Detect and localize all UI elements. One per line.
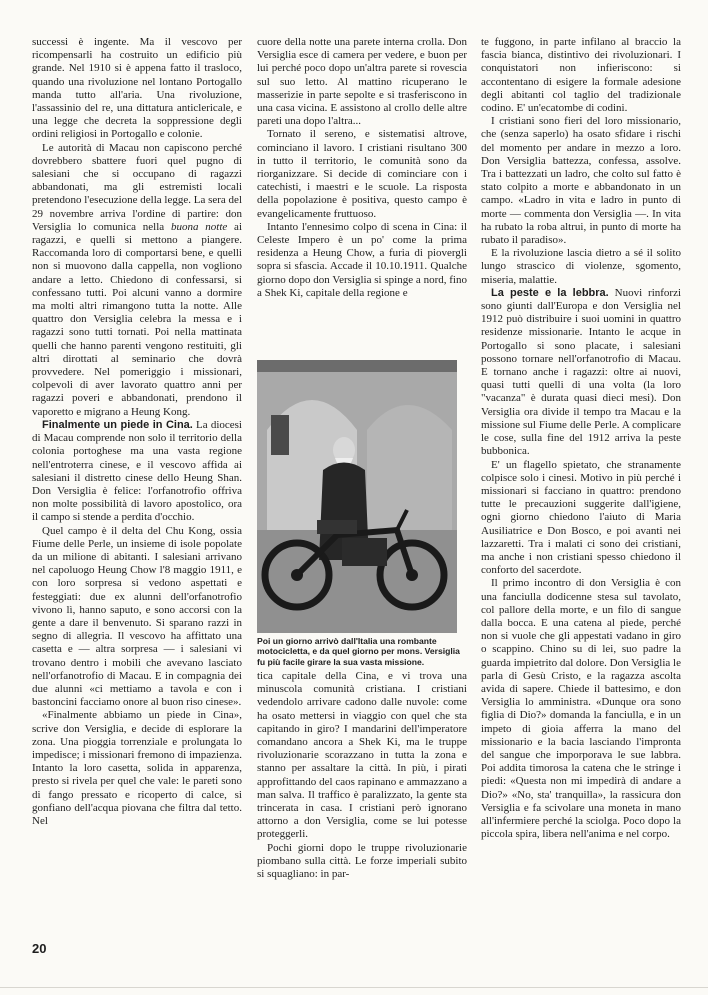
paragraph: cuore della notte una parete interna crolla. Don Versiglia esce di camera per vedere, e buon per lui perché poco dopo un'altra parete si rovescia sul suo letto. Al mattino ricuperano le masserizie in parte sepolte e si trasferiscono in una casa vicina. E assistono al crollo delle altre pareti una dopo l'altra... xyxy=(257,36,467,128)
paragraph: E' un flagello spietato, che stranamente colpisce solo i cinesi. Motivo in più perché i missionari si facciano in quattro: prendono tutte le precauzioni suggerite dall'igiene, ogni giorno chiedono l'aiuto di Maria Ausiliatrice e Don Bosco, e poi avanti nei lazzaretti. Tra i malati ci sono dei cristiani, ma anche i non cristiani spesso chiedono il conforto del sacerdote. xyxy=(481,458,681,577)
paragraph: «Finalmente abbiamo un piede in Cina», scrive don Versiglia, e decide di esplorare la zona. Una pioggia torrenziale e prolungata lo impedisce; i missionari fremono di impazienza. Intanto la loro casetta, solida in apparenza, presto si rivela per quel che vale: le pareti sono di fango pressato e ricoperto di calce, si gonfiano dell'acqua piovana che filtra dal tetto. Nel xyxy=(32,709,242,827)
article-column-1 xyxy=(32,36,242,828)
paragraph: E la rivoluzione lascia dietro a sé il solito lungo strascico di violenze, sgomento, miseria, malattie. xyxy=(481,247,681,286)
article-column-2-top xyxy=(257,36,467,300)
paragraph: Il primo incontro di don Versiglia è con una fanciulla dodicenne stesa sul tavolato, col pallore della morte, e un filo di sangue dalla bocca. E una catena al piede, perché non si vuole che gli appestati vadano in giro o scappino. Chino su di lei, suo padre la guarda impietrito dal dolore. Don Versiglia le parla di Gesù Cristo, e la ragazza ascolta avida di sapere. Chiede il battesimo, e don Versiglia lo amministra. «Dunque ora sono figlia di Dio?» domanda la fanciulla, e in un impeto di gioia afferra la mano del missionario e la bacia lasciando l'impronta del sangue che imporporava le sue labbra. Poi addita timorosa la catena che le stringe i piedi: «Questa non mi impedirà di andare a Dio?» «No, sta' tranquilla», la rassicura don Versiglia e fa scivolare una moneta in mano all'infermiere perché la sciolga. Poco dopo la piccola spira, libera nell'anima e nel corpo. xyxy=(481,577,681,841)
article-column-2-bottom xyxy=(257,670,467,881)
article-column-3 xyxy=(481,36,681,841)
paragraph: Finalmente un piede in Cina. La diocesi di Macau comprende non solo il territorio della colonia portoghese ma una vasta regione nell'entroterra cinese, e il vescovo affida ai salesiani il distretto cinese dello Heung Shan. Don Versiglia è felice: l'orfanotrofio offriva non molte possibilità di lavoro apostolico, ora il campo si stende a perdita d'occhio. xyxy=(32,418,242,524)
paragraph: tica capitale della Cina, e vi trova una minuscola comunità cristiana. I cristiani vedendolo arrivare cadono dalle nuvole: come ha osato mettersi in viaggio con quel che sta capitando in giro? I mandarini dell'imperatore comandano ancora a Shek Ki, ma le truppe rivoluzionarie scorazzano in tutta la zona e stanno per assaltare la città. In più, i pirati approfittando del caos rapinano e ammazzano a man salva. Il traffico è paralizzato, la gente sta trincerata in casa. I cristiani però ignorano attorno a don Versiglia, come se lui potesse proteggerli. xyxy=(257,670,467,841)
section-heading: La peste e la lebbra. xyxy=(491,286,609,299)
paragraph: I cristiani sono fieri del loro missionario, che (senza saperlo) ha osato sfidare i rischi del momento per andare in mezzo a loro. Don Versiglia battezza, confessa, assolve. Tra i battezzati un ladro, che colto sul fatto è stato colpito a morte e abbandonato in un campo. «Ladro in vita e ladro in punto di morte — commenta don Versiglia —. In vita ha rubato la roba altrui, in punto di morte ha rubato il paradiso». xyxy=(481,115,681,247)
page-number: 20 xyxy=(32,941,47,956)
photo-missionary-motorcycle xyxy=(257,360,457,633)
section-heading: Finalmente un piede in Cina. xyxy=(42,418,193,431)
paragraph: te fuggono, in parte infilano al braccio la fascia bianca, distintivo dei rivoluzionari. I conquistatori non infieriscono: si accontentano di esigere la formale adesione degli abitanti col taglio del tradizionale codino. E' un'ecatombe di codini. xyxy=(481,36,681,115)
paragraph: successi è ingente. Ma il vescovo per ricompensarli ha costruito un edificio più grande. Nel 1910 si è appena fatto il trasloco, quando una rivoluzione nel lontano Portogallo manda tutto all'aria. Una rivoluzione, l'assassinio del re, una dittatura anticlericale, e una legge che decreta la soppressione degli ordini religiosi in Portogallo e colonie. xyxy=(32,36,242,141)
paragraph: Tornato il sereno, e sistematisi altrove, cominciano il lavoro. I cristiani risultano 300 in tutto il territorio, le comunità sono da riorganizzare. Si decide di cominciare con i catechisti, i maestri e le scuole. La risposta della popolazione è positiva, questo campo è evangelicamente fruttuoso. xyxy=(257,128,467,220)
photo-caption: Poi un giorno arrivò dall'Italia una rombante motocicletta, e da quel giorno per mons. Versiglia fu più facile girare la sua vasta missione. xyxy=(257,636,460,667)
paragraph: Pochi giorni dopo le truppe rivoluzionarie piombano sulla città. Le forze imperiali subito si squagliano: in par- xyxy=(257,841,467,881)
bottom-rule xyxy=(0,987,708,988)
paragraph: Quel campo è il delta del Chu Kong, ossia Fiume delle Perle, un insieme di isole popolate da un milione di abitanti. I salesiani arrivano nel capoluogo Heung Chow l'8 maggio 1911, e con loro sorpresa si vedono aspettati e festeggiati: due ex alunni dell'orfanotrofio vivono lì, hanno saputo, e sono accorsi con la gente a dare il benvenuto. Si sparano razzi in segno di allegria. Il vescovo ha affittato una casetta e — altra sorpresa — i salesiani vi trovano dentro i mobili che avevano lasciato nell'orfanotrofio di Macau. E in compagnia dei due alunni «ci mettiamo a tavola e con i bastoncini facciamo onore al buon riso cinese». xyxy=(32,524,242,709)
emphasis: buona notte xyxy=(170,220,228,233)
paragraph: La peste e la lebbra. Nuovi rinforzi sono giunti dall'Europa e don Versiglia nel 1912 può distribuire i suoi uomini in quattro residenze missionarie. Intanto le acque in Portogallo si sono placate, i salesiani possono tornare nell'orfanotrofio di Macau. E tornano anche i ragazzi: oltre ai nuovi, quasi tutti quelli di una volta (la loro "vacanza" è durata quasi dieci mesi). Don Versiglia ora divide il tempo tra Macau e la missione sul Fiume delle Perle. A complicare le cose, sulla fine del 1912 arriva la peste bubbonica. xyxy=(481,286,682,458)
paragraph: Intanto l'ennesimo colpo di scena in Cina: il Celeste Impero è un po' come la prima residenza a Heung Chow, a furia di piovergli sopra si sfascia. Accade il 10.10.1911. Qualche giorno dopo don Versiglia si spinge a nord, fino a Shek Ki, capitale della regione e xyxy=(257,220,467,299)
photo-illustration xyxy=(257,360,457,633)
paragraph: Le autorità di Macau non capiscono perché dovrebbero sbattere fuori quel pugno di salesiani che si occupano di ragazzi abbandonati, ma gli estremisti locali pretendono l'esecuzione della legge. La sera del 29 novembre arriva l'ordine di partire: don Versiglia lo comunica nella buona notte ai ragazzi, e quelli si mettono a piangere. Raccomanda loro di comportarsi bene, e quelli non si muovono dalla cappella, non vogliono andare a letto. Chiedono di confessarsi, si confessano tutti. Poi alcuni vanno a dormire ma molti altri rimangono tutta la notte. Alle quattro don Versiglia celebra la messa e i ragazzi sono tutti tornati. Poi nella mattinata quelli che hanno parenti vengono restituiti, gli altri dirottati al seminario che dovrà provvedere. Nel pomeriggio i missionari, colpevoli di aver lavorato quattro anni per ragazzi poveri e abbandonati, prendono il vaporetto e migrano a Heung Kong. xyxy=(32,141,242,418)
